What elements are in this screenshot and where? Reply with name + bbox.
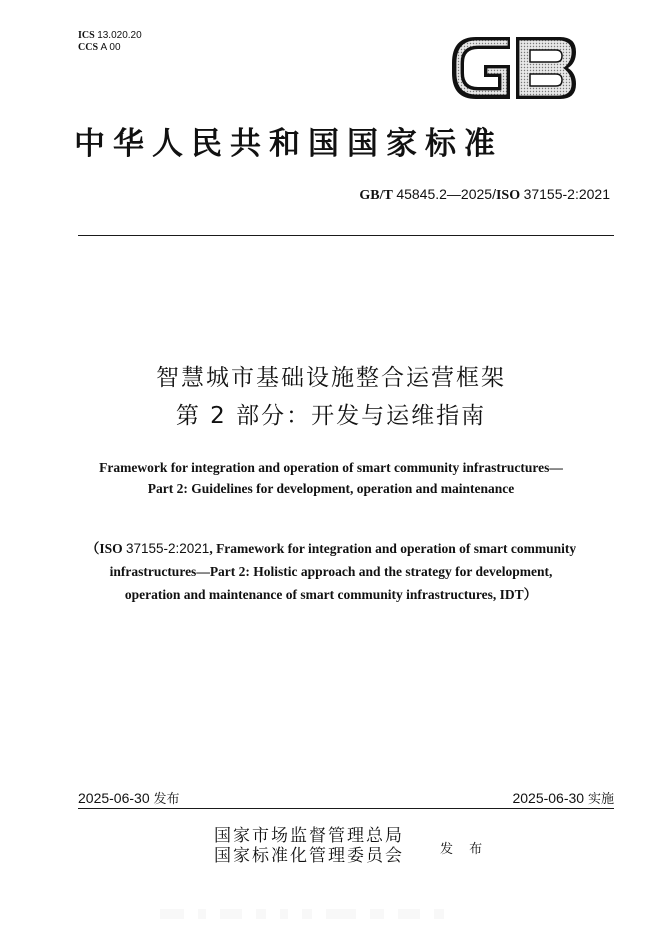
en-title-line2: Part 2: Guidelines for development, operation and maintenance [147, 481, 515, 496]
standard-number: GB/T 45845.2—2025/ISO 37155-2:2021 [359, 186, 610, 203]
standard-type-heading: 中华人民共和国国家标准 [74, 126, 503, 162]
en-title-line1: Framework for integration and operation of smart community infrastructures— [99, 460, 563, 475]
implementation-date: 2025-06-30 实施 [512, 790, 614, 807]
issuing-authorities [214, 826, 404, 866]
faint-watermark [160, 906, 510, 918]
equivalence-line2: infrastructures—Part 2: Holistic approach and the strategy for development, [109, 564, 553, 579]
issuer-sac: 国家标准化管理委员会 [214, 846, 404, 866]
ccs-code: CCS A 00 [78, 42, 121, 53]
equivalence-line1: （ISO 37155-2:2021, Framework for integration and operation of smart community [85, 541, 577, 556]
cn-title-line1: 智慧城市基础设施整合运营框架 [156, 365, 506, 391]
issuer-samr: 国家市场监督管理总局 [214, 826, 404, 846]
footer-divider [78, 808, 614, 809]
header-divider [78, 235, 614, 236]
classification-codes [78, 30, 142, 54]
issue-action-label: 发 布 [440, 842, 489, 857]
gb-logo-icon [448, 33, 580, 103]
cn-title-line2: 第 2 部分：开发与运维指南 [175, 403, 487, 429]
ics-code: ICS 13.020.20 [78, 30, 142, 41]
issue-date: 2025-06-30 发布 [78, 790, 180, 807]
equivalence-line3: operation and maintenance of smart community infrastructures, IDT） [124, 587, 538, 602]
